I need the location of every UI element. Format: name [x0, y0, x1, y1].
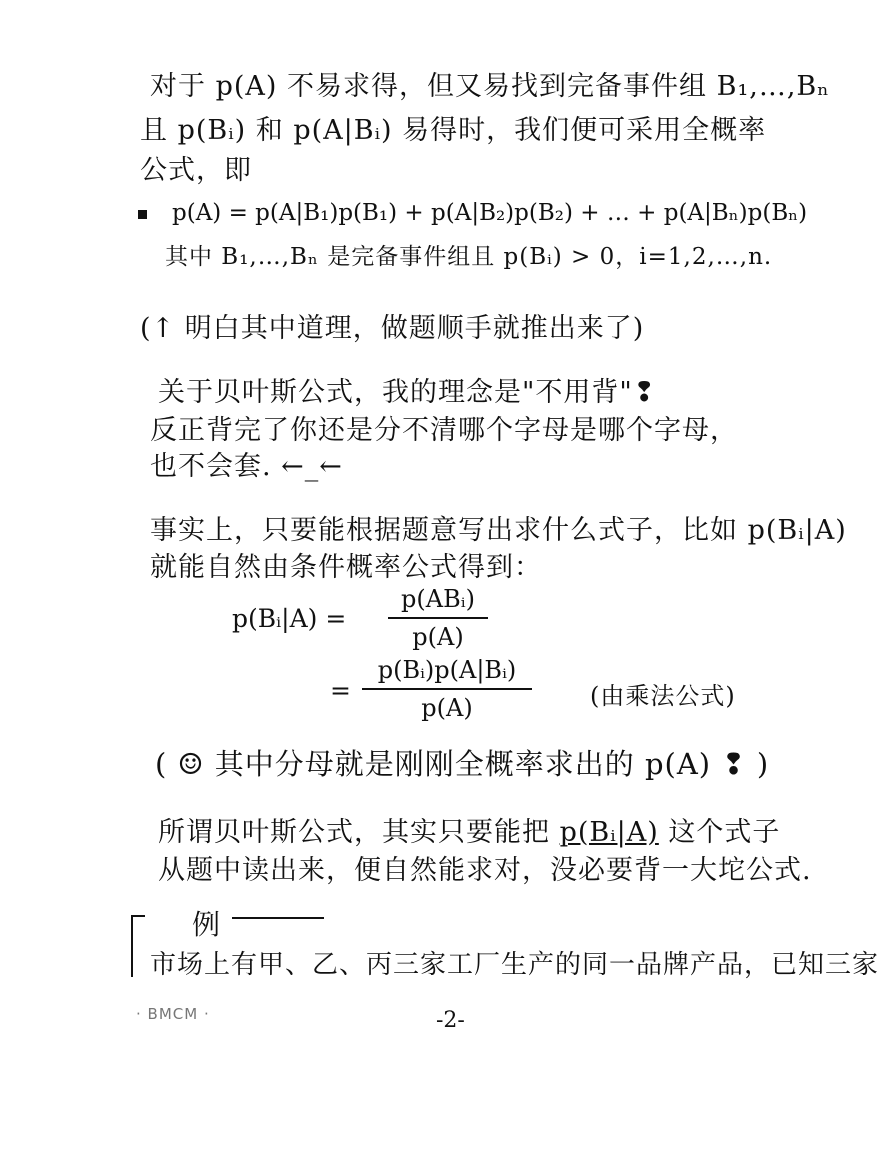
multiplication-rule-note: (由乘法公式)	[590, 682, 736, 710]
bayes-lhs: p(Bᵢ|A) =	[232, 604, 347, 633]
paragraph4-line1-end: 这个式子	[658, 817, 781, 848]
paragraph4-line1	[158, 810, 780, 849]
paragraph1-line2: 且 p(Bᵢ) 和 p(A|Bᵢ) 易得时，我们便可采用全概率	[140, 115, 767, 146]
paragraph2-line3: 也不会套. ←_←	[150, 451, 343, 482]
note-denominator: ( ☺ 其中分母就是刚刚全概率求出的 p(A) ❢ )	[155, 747, 770, 781]
paragraph1-line3: 公式，即	[140, 155, 252, 186]
bullet-marker	[138, 210, 147, 219]
example-rule	[232, 917, 324, 919]
total-probability-condition: 其中 B₁,…,Bₙ 是完备事件组且 p(Bᵢ) > 0，i=1,2,…,n.	[165, 244, 773, 270]
fraction-bar	[362, 688, 532, 690]
example-box-corner	[131, 915, 145, 977]
example-label: 例	[192, 908, 222, 941]
paragraph4-line1-start: 所谓贝叶斯公式，其实只要能把	[158, 817, 560, 848]
note-understand-reasoning: (↑ 明白其中道理，做题顺手就推出来了)	[140, 313, 645, 344]
paragraph4-underlined-expression: p(Bᵢ|A)	[559, 817, 659, 848]
bayes-fraction-1-denominator: p(A)	[412, 623, 464, 651]
paragraph2-line1: 关于贝叶斯公式，我的理念是"不用背"❢	[158, 377, 657, 408]
footer-logo: · BMCM ·	[136, 1005, 210, 1023]
example-text: 市场上有甲、乙、丙三家工厂生产的同一品牌产品，已知三家	[150, 950, 880, 980]
page-number: -2-	[436, 1008, 465, 1033]
total-probability-formula: p(A) = p(A|B₁)p(B₁) + p(A|B₂)p(B₂) + … + p(A|Bₙ)p(Bₙ)	[172, 200, 808, 226]
paragraph2-line2: 反正背完了你还是分不清哪个字母是哪个字母，	[150, 415, 738, 446]
bayes-fraction-2	[362, 656, 532, 722]
bayes-equals-2: =	[330, 676, 351, 705]
paragraph1-line1: 对于 p(A) 不易求得，但又易找到完备事件组 B₁,…,Bₙ	[150, 71, 830, 102]
bayes-fraction-2-numerator: p(Bᵢ)p(A|Bᵢ)	[377, 656, 517, 684]
fraction-bar	[388, 617, 488, 619]
bayes-fraction-2-denominator: p(A)	[421, 694, 473, 722]
paragraph4-line2: 从题中读出来，便自然能求对，没必要背一大坨公式.	[158, 855, 812, 886]
paragraph3-line1: 事实上，只要能根据题意写出求什么式子，比如 p(Bᵢ|A)	[150, 515, 847, 546]
bayes-fraction-1-numerator: p(ABᵢ)	[401, 585, 475, 613]
paragraph3-line2: 就能自然由条件概率公式得到：	[150, 552, 542, 583]
bayes-fraction-1	[388, 585, 488, 651]
